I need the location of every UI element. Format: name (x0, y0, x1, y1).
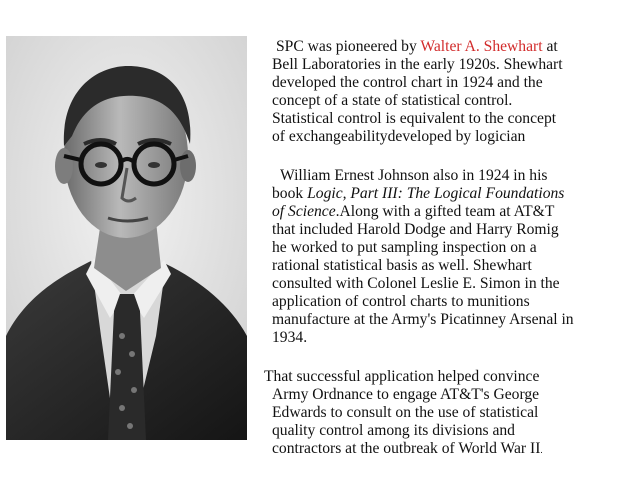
portrait-photo (6, 36, 247, 440)
paragraph-1-line: concept of a state of statistical control. (272, 92, 513, 110)
paragraph-2-line: application of control charts to munitions (272, 293, 530, 311)
paragraph-2-line (272, 203, 622, 221)
paragraph-2-line: manufacture at the Army's Picatinney Arsenal in (272, 311, 574, 329)
paragraph-1-line: Statistical control is equivalent to the concept (272, 110, 557, 128)
paragraph-2-line: rational statistical basis as well. Shewhart (272, 257, 532, 275)
paragraph-3-line: quality control among its divisions and (272, 421, 515, 439)
line-text: . (540, 444, 543, 455)
line-text: contractors at the outbreak of World War II (272, 439, 541, 457)
shewhart-name-link: Walter A. Shewhart (420, 38, 543, 55)
paragraph-2-line: he worked to put sampling inspection on a (272, 238, 537, 256)
book-title-italic: of Science (272, 202, 336, 220)
paragraph-1 (266, 38, 622, 147)
paragraph-2-line: William Ernest Johnson also in 1924 in his (280, 166, 548, 184)
paragraph-1-line: developed the control chart in 1924 and the (272, 74, 543, 92)
paragraph-3-line (272, 440, 622, 459)
portrait-illustration (6, 36, 247, 440)
line-text: book (272, 184, 308, 202)
paragraph-3-line: That successful application helped convince (264, 367, 540, 385)
paragraph-2-line: 1934. (272, 329, 308, 347)
paragraph-1-line: Bell Laboratories in the early 1920s. Shewhart (272, 56, 563, 74)
paragraph-3 (266, 368, 622, 459)
book-title-italic: Logic, Part III: The Logical Foundations (307, 184, 565, 202)
body-text (266, 38, 622, 459)
paragraph-2-line: that included Harold Dodge and Harry Romig (272, 220, 559, 238)
paragraph-2-line: consulted with Colonel Leslie E. Simon in the (272, 275, 560, 293)
paragraph-2-line (272, 185, 622, 203)
paragraph-3-line: Army Ordnance to engage AT&T's George (272, 385, 540, 403)
paragraph-1-line: of exchangeabilitydeveloped by logician (272, 128, 526, 146)
paragraph-2 (266, 167, 622, 348)
paragraph-3-line: Edwards to consult on the use of statistical (272, 403, 539, 421)
line-text: .Along with a gifted team at AT&T (335, 202, 555, 220)
line-text: SPC was pioneered by (276, 38, 421, 55)
line-text: at (542, 38, 558, 55)
paragraph-1-line (272, 38, 622, 56)
